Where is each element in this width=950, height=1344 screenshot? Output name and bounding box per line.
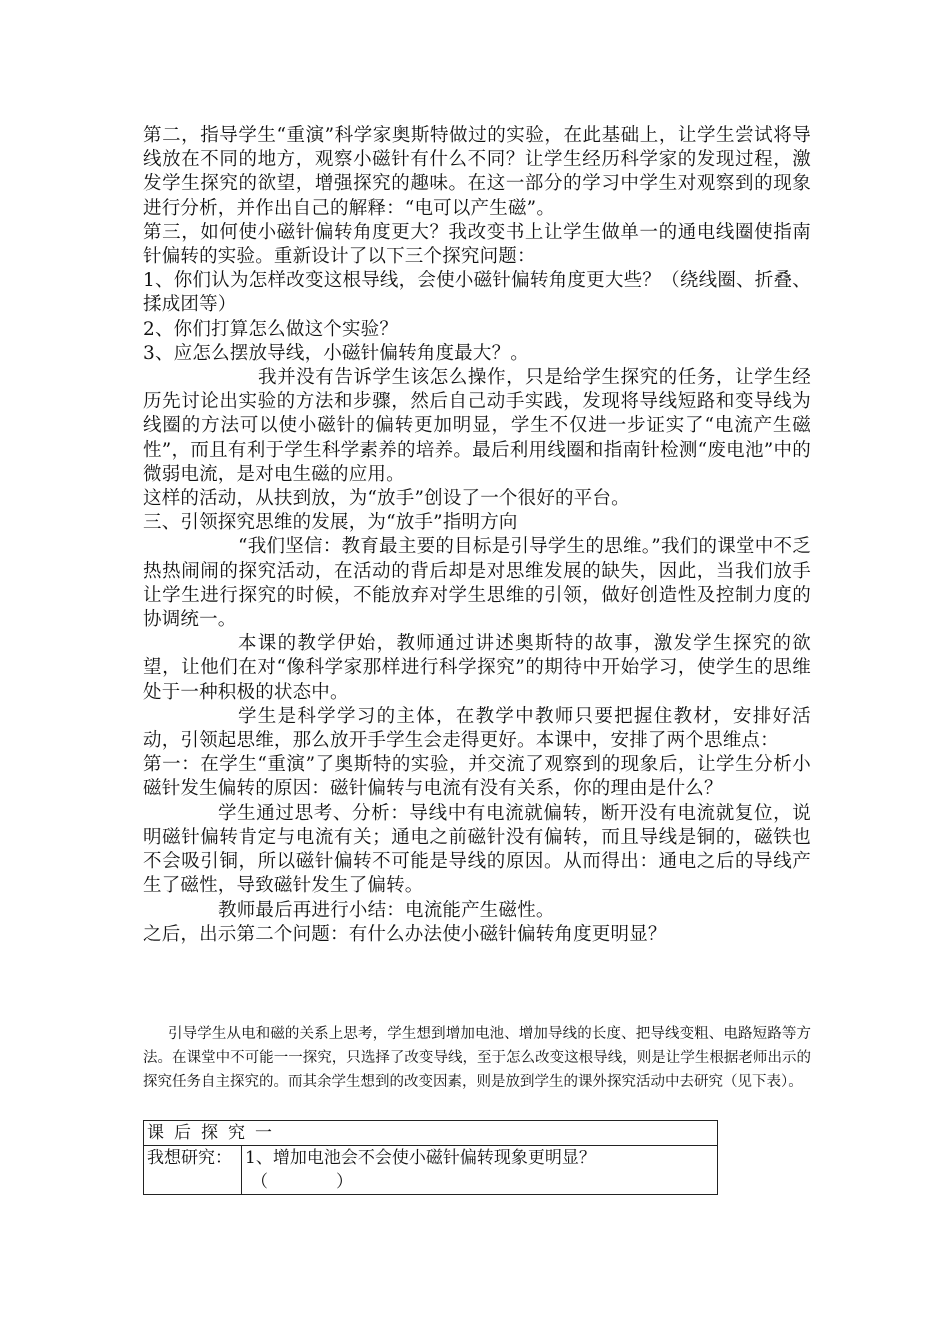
research-table-title: 课后探究一 (144, 1121, 718, 1146)
paragraph-teacher-summary: 教师最后再进行小结：电流能产生磁性。 (218, 899, 555, 921)
paragraph-first-thinking-point: 第一：在学生“重演”了奥斯特的实验，并交流了观察到的现象后，让学生分析小磁针发生偏转的原因：磁针偏转与电流有没有关系，你的理由是什么？ (143, 754, 811, 800)
research-label-cell: 我想研究： (144, 1146, 242, 1195)
table-row (144, 1121, 718, 1146)
paragraph-guidance: 引导学生从电和磁的关系上思考，学生想到增加电池、增加导线的长度、把导线变粗、电路短路等方法。在课堂中不可能一一探究，只选择了改变导线，至于怎么改变这根导线，则是让学生根据老师出示的探究任务自主探究的。而其余学生想到的改变因素，则是放到学生的课外探究活动中去研究（见下表）。 (143, 1026, 811, 1090)
paragraph-task-explanation: 我并没有告诉学生该怎么操作，只是给学生探究的任务，让学生经历先讨论出实验的方法和步骤，然后自己动手实践，发现将导线短路和变导线为线圈的方法可以使小磁针的偏转更加明显，学生不仅进一步证实了“电流产生磁性”，而且有利于学生科学素养的培养。最后利用线圈和指南针检测“废电池”中的微弱电流，是对电生磁的应用。 (143, 367, 811, 485)
guidance-note (143, 1022, 811, 1094)
table-row (144, 1146, 718, 1195)
paragraph-second-point: 第二，指导学生“重演”科学家奥斯特做过的实验，在此基础上，让学生尝试将导线放在不同的地方，观察小磁针有什么不同？让学生经历科学家的发现过程，激发学生探究的欲望，增强探究的趣味。在这一部分的学习中学生对观察到的现象进行分析，并作出自己的解释：“电可以产生磁”。 (143, 125, 811, 219)
after-class-research-table (143, 1120, 718, 1195)
paragraph-lesson-start: 本课的教学伊始，教师通过讲述奥斯特的故事，激发学生探究的欲望，让他们在对“像科学家那样进行科学探究”的期待中开始学习，使学生的思维处于一种积极的状态中。 (143, 633, 811, 703)
question-item-1: 1、你们认为怎样改变这根导线，会使小磁针偏转角度更大些？（绕线圈、折叠、揉成团等） (143, 270, 811, 316)
paragraph-thinking-goal: “我们坚信：教育最主要的目标是引导学生的思维。”我们的课堂中不乏热热闹闹的探究活动，在活动的背后却是对思维发展的缺失，因此，当我们放手让学生进行探究的时候，不能放弃对学生思维的引领，做好创造性及控制力度的协调统一。 (143, 536, 811, 631)
paragraph-student-analysis: 学生通过思考、分析：导线中有电流就偏转，断开没有电流就复位，说明磁针偏转肯定与电流有关；通电之前磁针没有偏转，而且导线是铜的，磁铁也不会吸引铜，所以磁针偏转不可能是导线的原因。从而得出：通电之后的导线产生了磁性，导致磁针发生了偏转。 (143, 802, 811, 897)
document-body (143, 124, 811, 947)
paragraph-activity-summary: 这样的活动，从扶到放，为“放手”创设了一个很好的平台。 (143, 488, 630, 510)
paragraph-second-question: 之后，出示第二个问题：有什么办法使小磁针偏转角度更明显？ (143, 923, 667, 945)
research-question-cell (242, 1146, 718, 1195)
research-question-text: 1、增加电池会不会使小磁针偏转现象更明显？ (245, 1148, 596, 1168)
question-item-2: 2、你们打算怎么做这个实验？ (143, 318, 399, 340)
section-heading-three: 三、引领探究思维的发展，为“放手”指明方向 (143, 512, 518, 534)
paragraph-student-subject: 学生是科学学习的主体，在教学中教师只要把握住教材，安排好活动，引领起思维，那么放开手学生会走得更好。本课中，安排了两个思维点： (143, 705, 811, 752)
paragraph-third-point: 第三，如何使小磁针偏转角度更大？我改变书上让学生做单一的通电线圈使指南针偏转的实验。重新设计了以下三个探究问题： (143, 221, 811, 268)
question-item-3: 3、应怎么摆放导线，小磁针偏转角度最大？。 (143, 342, 529, 364)
answer-blank: （ ） (251, 1172, 353, 1192)
